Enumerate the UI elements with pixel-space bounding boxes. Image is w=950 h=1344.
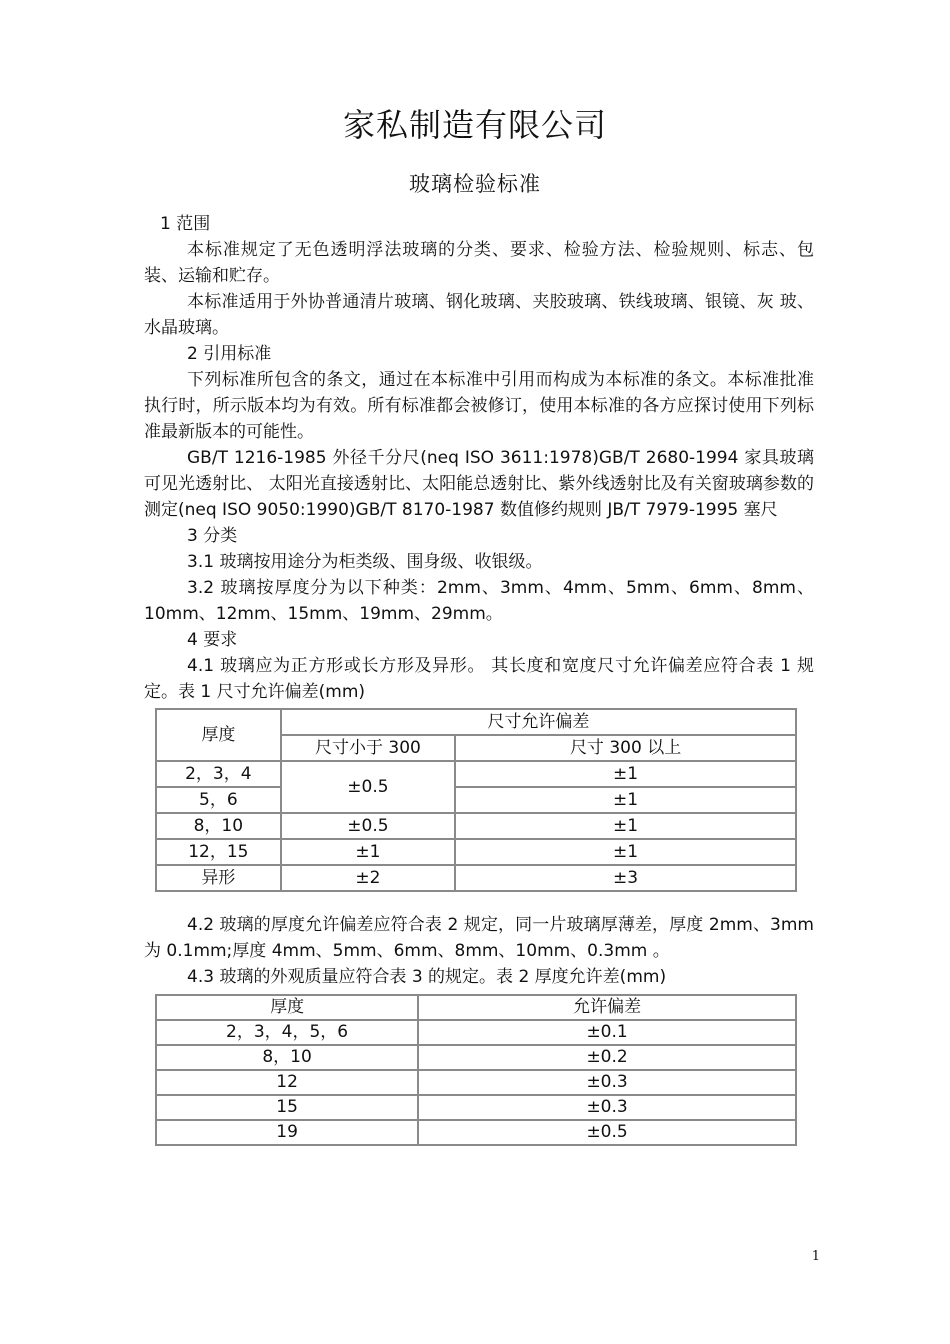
table-cell: ±0.2 — [418, 1045, 796, 1070]
table-row — [156, 787, 796, 813]
table-cell: ±2 — [281, 865, 455, 891]
table-header-cell: 尺寸 300 以上 — [455, 735, 796, 761]
table-cell: 5，6 — [156, 787, 281, 813]
table-header-cell: 厚度 — [156, 995, 418, 1020]
table-header-row — [156, 995, 796, 1020]
table-cell: ±1 — [455, 787, 796, 813]
page-number: 1 — [811, 1249, 820, 1264]
paragraph: 下列标准所包含的条文，通过在本标准中引用而构成为本标准的条文。本标准批准执行时，所示版本均为有效。所有标准都会被修订，使用本标准的各方应探讨使用下列标准最新版本的可能性。 — [144, 370, 814, 442]
paragraph: GB/T 1216-1985 外径千分尺(neq ISO 3611:1978)GB/T 2680-1994 家具玻璃 可见光透射比、 太阳光直接透射比、太阳能总透射比、紫外线透射比及有关窗玻璃参数的测定(neq ISO 9050:1990)GB/T 8170-1987 数值修约规则 JB/T 7979-1995 塞尺 — [144, 448, 814, 520]
section-heading-references: 2 引用标准 — [187, 344, 272, 364]
table-cell: 15 — [156, 1095, 418, 1120]
document-title: 玻璃检验标准 — [409, 172, 541, 196]
paragraph: 4.1 玻璃应为正方形或长方形及异形。 其长度和宽度尺寸允许偏差应符合表 1 规定。表 1 尺寸允许偏差(mm) — [144, 656, 814, 702]
table-row — [156, 1120, 796, 1145]
paragraph: 4.2 玻璃的厚度允许偏差应符合表 2 规定，同一片玻璃厚薄差，厚度 2mm、3mm 为 0.1mm;厚度 4mm、5mm、6mm、8mm、10mm、0.3mm 。 — [144, 915, 814, 961]
table-row — [156, 865, 796, 891]
table-cell: ±0.5 — [418, 1120, 796, 1145]
table-cell: 2，3，4，5，6 — [156, 1020, 418, 1045]
table-row — [156, 1045, 796, 1070]
table-cell: ±0.5 — [281, 813, 455, 839]
table-row — [156, 761, 796, 787]
table-cell: ±0.5 — [281, 761, 455, 813]
table-header-cell: 厚度 — [156, 709, 281, 761]
table-row — [156, 1020, 796, 1045]
table-row — [156, 1070, 796, 1095]
table-cell: 8，10 — [156, 1045, 418, 1070]
table-cell: ±1 — [455, 839, 796, 865]
section-heading-requirements: 4 要求 — [187, 630, 238, 650]
table-cell: 19 — [156, 1120, 418, 1145]
table-header-cell: 允许偏差 — [418, 995, 796, 1020]
table-cell: ±0.3 — [418, 1095, 796, 1120]
thickness-tolerance-table — [155, 994, 797, 1146]
paragraph: 本标准规定了无色透明浮法玻璃的分类、要求、检验方法、检验规则、标志、包装、运输和贮存。 — [144, 240, 814, 286]
table-cell: 12 — [156, 1070, 418, 1095]
table-header-row — [156, 709, 796, 735]
paragraph: 4.3 玻璃的外观质量应符合表 3 的规定。表 2 厚度允许差(mm) — [187, 967, 667, 987]
table-row — [156, 839, 796, 865]
paragraph: 3.2 玻璃按厚度分为以下种类：2mm、3mm、4mm、5mm、6mm、8mm、10mm、12mm、15mm、19mm、29mm。 — [144, 578, 814, 624]
table-cell: ±1 — [455, 813, 796, 839]
table-row — [156, 813, 796, 839]
table-header-cell: 尺寸小于 300 — [281, 735, 455, 761]
size-tolerance-table — [155, 708, 797, 892]
table-header-cell: 尺寸允许偏差 — [281, 709, 796, 735]
section-heading-classification: 3 分类 — [187, 526, 238, 546]
table-cell: ±1 — [281, 839, 455, 865]
table-cell: ±3 — [455, 865, 796, 891]
table-cell: 2，3，4 — [156, 761, 281, 787]
company-title: 家私制造有限公司 — [342, 106, 607, 144]
table-cell: ±0.3 — [418, 1070, 796, 1095]
table-row — [156, 1095, 796, 1120]
document-body — [144, 211, 814, 1146]
table-cell: 8，10 — [156, 813, 281, 839]
table-cell: ±0.1 — [418, 1020, 796, 1045]
table-cell: 12，15 — [156, 839, 281, 865]
section-heading-scope: 1 范围 — [160, 214, 211, 234]
table-cell: ±1 — [455, 761, 796, 787]
paragraph: 3.1 玻璃按用途分为柜类级、围身级、收银级。 — [187, 552, 543, 572]
table-cell: 异形 — [156, 865, 281, 891]
paragraph: 本标准适用于外协普通清片玻璃、钢化玻璃、夹胶玻璃、铁线玻璃、银镜、灰 玻、水晶玻璃。 — [144, 292, 814, 338]
